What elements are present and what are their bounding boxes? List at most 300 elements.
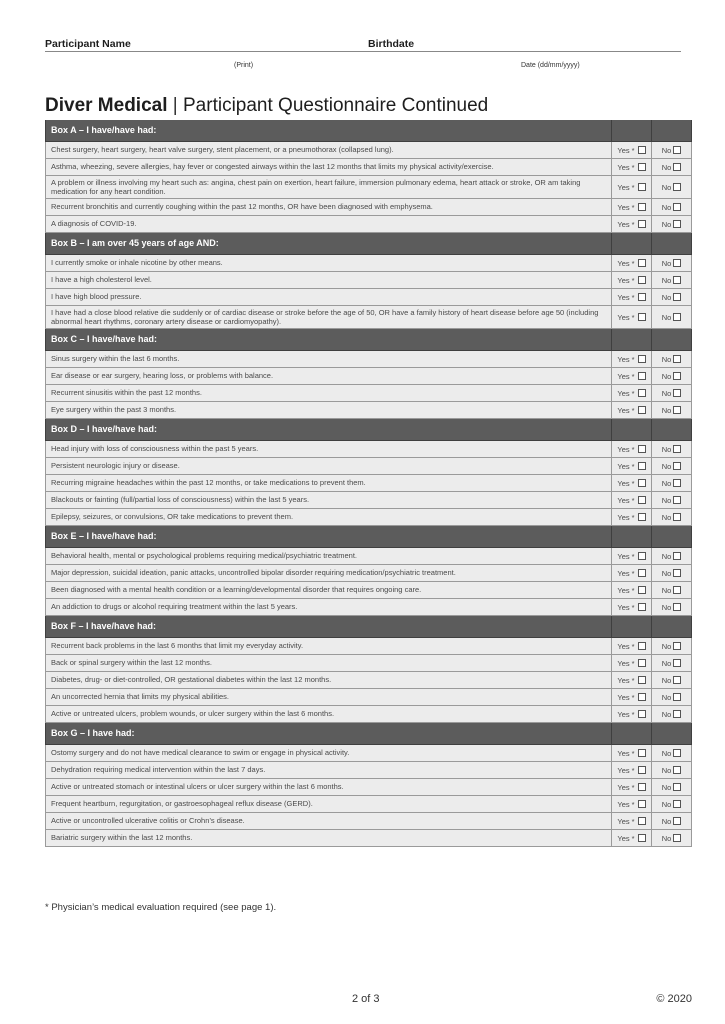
no-checkbox[interactable] <box>673 710 681 718</box>
yes-checkbox[interactable] <box>638 834 646 842</box>
no-checkbox[interactable] <box>673 817 681 825</box>
yes-option[interactable] <box>612 272 652 288</box>
no-option[interactable] <box>652 548 692 564</box>
yes-label: Yes <box>617 568 630 578</box>
no-label: No <box>661 512 672 522</box>
birthdate-label: Birthdate <box>368 38 415 50</box>
question-row <box>45 176 692 199</box>
question-row <box>45 458 692 475</box>
no-option[interactable] <box>652 706 692 722</box>
yes-option[interactable] <box>612 142 652 158</box>
no-option[interactable] <box>652 779 692 795</box>
box-header <box>45 526 692 548</box>
no-checkbox[interactable] <box>673 834 681 842</box>
yes-column-header <box>612 526 652 547</box>
yes-option[interactable] <box>612 706 652 722</box>
question-row <box>45 509 692 526</box>
physician-asterisk: * <box>631 816 635 826</box>
yes-label: Yes <box>617 354 630 364</box>
question-row <box>45 599 692 616</box>
yes-checkbox[interactable] <box>638 389 646 397</box>
question-text: Asthma, wheezing, severe allergies, hay fever or congested airways within the last 12 months that limits my physical activity/exercise. <box>45 159 612 175</box>
yes-checkbox[interactable] <box>638 445 646 453</box>
question-row <box>45 706 692 723</box>
physician-asterisk: * <box>631 495 635 505</box>
no-label: No <box>661 765 672 775</box>
participant-header <box>45 36 681 84</box>
yes-option[interactable] <box>612 655 652 671</box>
question-row <box>45 813 692 830</box>
yes-option[interactable] <box>612 830 652 846</box>
yes-option[interactable] <box>612 475 652 491</box>
yes-checkbox[interactable] <box>638 676 646 684</box>
yes-option[interactable] <box>612 582 652 598</box>
no-checkbox[interactable] <box>673 586 681 594</box>
yes-label: Yes <box>617 312 630 322</box>
question-row <box>45 762 692 779</box>
physician-asterisk: * <box>631 833 635 843</box>
no-option[interactable] <box>652 638 692 654</box>
title-rest: Participant Questionnaire Continued <box>183 95 489 116</box>
yes-option[interactable] <box>612 385 652 401</box>
physician-asterisk: * <box>631 219 635 229</box>
physician-asterisk: * <box>631 354 635 364</box>
yes-option[interactable] <box>612 638 652 654</box>
question-row <box>45 402 692 419</box>
question-row <box>45 582 692 599</box>
no-option[interactable] <box>652 830 692 846</box>
no-label: No <box>661 292 672 302</box>
no-checkbox[interactable] <box>673 220 681 228</box>
yes-checkbox[interactable] <box>638 817 646 825</box>
yes-option[interactable] <box>612 813 652 829</box>
no-label: No <box>661 675 672 685</box>
no-checkbox[interactable] <box>673 800 681 808</box>
yes-checkbox[interactable] <box>638 183 646 191</box>
yes-option[interactable] <box>612 216 652 232</box>
yes-option[interactable] <box>612 176 652 198</box>
no-column-header <box>652 233 692 254</box>
yes-label: Yes <box>617 371 630 381</box>
yes-option[interactable] <box>612 565 652 581</box>
yes-label: Yes <box>617 833 630 843</box>
yes-option[interactable] <box>612 509 652 525</box>
yes-label: Yes <box>617 444 630 454</box>
box-title: Box D – I have/have had: <box>45 419 612 440</box>
yes-label: Yes <box>617 692 630 702</box>
question-row <box>45 689 692 706</box>
no-checkbox[interactable] <box>673 355 681 363</box>
yes-option[interactable] <box>612 402 652 418</box>
box-title: Box F – I have/have had: <box>45 616 612 637</box>
question-row <box>45 492 692 509</box>
physician-asterisk: * <box>631 145 635 155</box>
no-label: No <box>661 182 672 192</box>
no-checkbox[interactable] <box>673 496 681 504</box>
no-option[interactable] <box>652 458 692 474</box>
no-option[interactable] <box>652 368 692 384</box>
no-option[interactable] <box>652 475 692 491</box>
question-text: Back or spinal surgery within the last 12 months. <box>45 655 612 671</box>
no-checkbox[interactable] <box>673 293 681 301</box>
question-text: Major depression, suicidal ideation, panic attacks, uncontrolled bipolar disorder requiring medication/psychiatric treatment. <box>45 565 612 581</box>
yes-checkbox[interactable] <box>638 569 646 577</box>
question-text: Dehydration requiring medical intervention within the last 7 days. <box>45 762 612 778</box>
no-label: No <box>661 275 672 285</box>
yes-label: Yes <box>617 388 630 398</box>
box-title: Box E – I have/have had: <box>45 526 612 547</box>
no-label: No <box>661 833 672 843</box>
box-header <box>45 120 692 142</box>
no-option[interactable] <box>652 142 692 158</box>
question-row <box>45 255 692 272</box>
no-column-header <box>652 526 692 547</box>
no-checkbox[interactable] <box>673 445 681 453</box>
physician-asterisk: * <box>631 658 635 668</box>
yes-checkbox[interactable] <box>638 462 646 470</box>
physician-asterisk: * <box>631 258 635 268</box>
question-text: Epilepsy, seizures, or convulsions, OR take medications to prevent them. <box>45 509 612 525</box>
physician-asterisk: * <box>631 202 635 212</box>
no-checkbox[interactable] <box>673 479 681 487</box>
yes-checkbox[interactable] <box>638 642 646 650</box>
question-text: Sinus surgery within the last 6 months. <box>45 351 612 367</box>
yes-column-header <box>612 419 652 440</box>
yes-column-header <box>612 329 652 350</box>
no-label: No <box>661 641 672 651</box>
no-checkbox[interactable] <box>673 462 681 470</box>
yes-checkbox[interactable] <box>638 693 646 701</box>
question-text: An addiction to drugs or alcohol requiring treatment within the last 5 years. <box>45 599 612 615</box>
no-label: No <box>661 461 672 471</box>
no-column-header <box>652 120 692 141</box>
question-text: Been diagnosed with a mental health condition or a learning/developmental disorder that requires ongoing care. <box>45 582 612 598</box>
no-label: No <box>661 145 672 155</box>
yes-checkbox[interactable] <box>638 313 646 321</box>
page-number: 2 of 3 <box>352 993 380 1005</box>
question-text: Active or untreated ulcers, problem wounds, or ulcer surgery within the last 6 months. <box>45 706 612 722</box>
no-option[interactable] <box>652 745 692 761</box>
no-label: No <box>661 585 672 595</box>
yes-checkbox[interactable] <box>638 603 646 611</box>
yes-option[interactable] <box>612 199 652 215</box>
yes-label: Yes <box>617 585 630 595</box>
yes-label: Yes <box>617 405 630 415</box>
yes-label: Yes <box>617 551 630 561</box>
question-row <box>45 159 692 176</box>
yes-checkbox[interactable] <box>638 710 646 718</box>
no-checkbox[interactable] <box>673 693 681 701</box>
no-column-header <box>652 616 692 637</box>
yes-label: Yes <box>617 658 630 668</box>
physician-asterisk: * <box>631 748 635 758</box>
no-column-header <box>652 329 692 350</box>
yes-label: Yes <box>617 799 630 809</box>
footnote: * Physician’s medical evaluation required (see page 1). <box>45 902 277 913</box>
no-checkbox[interactable] <box>673 389 681 397</box>
yes-checkbox[interactable] <box>638 766 646 774</box>
yes-checkbox[interactable] <box>638 552 646 560</box>
question-row <box>45 672 692 689</box>
yes-checkbox[interactable] <box>638 749 646 757</box>
yes-checkbox[interactable] <box>638 203 646 211</box>
question-text: Diabetes, drug- or diet-controlled, OR gestational diabetes within the last 12 months. <box>45 672 612 688</box>
no-option[interactable] <box>652 689 692 705</box>
no-label: No <box>661 602 672 612</box>
no-label: No <box>661 658 672 668</box>
yes-option[interactable] <box>612 159 652 175</box>
yes-checkbox[interactable] <box>638 355 646 363</box>
questionnaire-table <box>45 120 692 847</box>
yes-column-header <box>612 616 652 637</box>
yes-checkbox[interactable] <box>638 659 646 667</box>
box-header <box>45 616 692 638</box>
yes-label: Yes <box>617 145 630 155</box>
no-option[interactable] <box>652 796 692 812</box>
no-label: No <box>661 799 672 809</box>
yes-label: Yes <box>617 162 630 172</box>
no-checkbox[interactable] <box>673 749 681 757</box>
question-text: Recurring migraine headaches within the past 12 months, or take medications to prevent them. <box>45 475 612 491</box>
physician-asterisk: * <box>631 312 635 322</box>
no-option[interactable] <box>652 289 692 305</box>
question-text: I have a high cholesterol level. <box>45 272 612 288</box>
physician-asterisk: * <box>631 371 635 381</box>
no-label: No <box>661 258 672 268</box>
yes-option[interactable] <box>612 548 652 564</box>
yes-checkbox[interactable] <box>638 276 646 284</box>
box-title: Box C – I have/have had: <box>45 329 612 350</box>
no-label: No <box>661 568 672 578</box>
no-label: No <box>661 202 672 212</box>
yes-label: Yes <box>617 292 630 302</box>
box-header <box>45 233 692 255</box>
title-separator: | <box>172 95 178 116</box>
no-checkbox[interactable] <box>673 659 681 667</box>
no-checkbox[interactable] <box>673 163 681 171</box>
yes-option[interactable] <box>612 351 652 367</box>
no-column-header <box>652 723 692 744</box>
yes-checkbox[interactable] <box>638 372 646 380</box>
no-checkbox[interactable] <box>673 406 681 414</box>
no-checkbox[interactable] <box>673 676 681 684</box>
no-checkbox[interactable] <box>673 603 681 611</box>
physician-asterisk: * <box>631 568 635 578</box>
no-label: No <box>661 478 672 488</box>
question-text: A diagnosis of COVID-19. <box>45 216 612 232</box>
yes-label: Yes <box>617 202 630 212</box>
no-checkbox[interactable] <box>673 372 681 380</box>
question-row <box>45 142 692 159</box>
yes-checkbox[interactable] <box>638 496 646 504</box>
yes-checkbox[interactable] <box>638 293 646 301</box>
no-checkbox[interactable] <box>673 183 681 191</box>
page-title <box>45 95 488 117</box>
physician-asterisk: * <box>631 275 635 285</box>
physician-asterisk: * <box>631 551 635 561</box>
box-header <box>45 723 692 745</box>
physician-asterisk: * <box>631 182 635 192</box>
no-option[interactable] <box>652 199 692 215</box>
no-checkbox[interactable] <box>673 569 681 577</box>
yes-option[interactable] <box>612 672 652 688</box>
no-option[interactable] <box>652 599 692 615</box>
no-option[interactable] <box>652 351 692 367</box>
no-checkbox[interactable] <box>673 259 681 267</box>
question-row <box>45 385 692 402</box>
no-option[interactable] <box>652 565 692 581</box>
no-column-header <box>652 419 692 440</box>
no-option[interactable] <box>652 385 692 401</box>
no-label: No <box>661 162 672 172</box>
physician-asterisk: * <box>631 709 635 719</box>
no-label: No <box>661 551 672 561</box>
no-option[interactable] <box>652 272 692 288</box>
yes-option[interactable] <box>612 779 652 795</box>
yes-option[interactable] <box>612 599 652 615</box>
no-checkbox[interactable] <box>673 766 681 774</box>
physician-asterisk: * <box>631 765 635 775</box>
yes-checkbox[interactable] <box>638 406 646 414</box>
question-row <box>45 216 692 233</box>
no-label: No <box>661 388 672 398</box>
no-checkbox[interactable] <box>673 783 681 791</box>
question-text: Behavioral health, mental or psychological problems requiring medical/psychiatric treatment. <box>45 548 612 564</box>
yes-checkbox[interactable] <box>638 586 646 594</box>
no-option[interactable] <box>652 813 692 829</box>
no-label: No <box>661 312 672 322</box>
no-option[interactable] <box>652 216 692 232</box>
yes-option[interactable] <box>612 255 652 271</box>
question-text: A problem or illness involving my heart such as: angina, chest pain on exertion, heart failure, immersion pulmonary edema, heart attack or stroke, OR am taking medication for any heart condition. <box>45 176 612 198</box>
question-text: Eye surgery within the past 3 months. <box>45 402 612 418</box>
yes-option[interactable] <box>612 289 652 305</box>
yes-label: Yes <box>617 641 630 651</box>
yes-option[interactable] <box>612 745 652 761</box>
box-title: Box A – I have/have had: <box>45 120 612 141</box>
no-checkbox[interactable] <box>673 203 681 211</box>
question-row <box>45 289 692 306</box>
physician-asterisk: * <box>631 388 635 398</box>
question-row <box>45 272 692 289</box>
yes-checkbox[interactable] <box>638 800 646 808</box>
no-label: No <box>661 692 672 702</box>
yes-option[interactable] <box>612 762 652 778</box>
signature-line <box>45 51 681 52</box>
no-option[interactable] <box>652 441 692 457</box>
yes-label: Yes <box>617 675 630 685</box>
date-format-hint: Date (dd/mm/yyyy) <box>521 62 580 69</box>
question-text: I have had a close blood relative die suddenly or of cardiac disease or stroke before the age of 50, OR have a family history of heart disease before age 50 (including abnormal heart rhythms, coronary artery disease or cardiomyopathy). <box>45 306 612 328</box>
yes-checkbox[interactable] <box>638 146 646 154</box>
yes-label: Yes <box>617 182 630 192</box>
yes-label: Yes <box>617 512 630 522</box>
question-text: Ear disease or ear surgery, hearing loss, or problems with balance. <box>45 368 612 384</box>
no-option[interactable] <box>652 159 692 175</box>
question-row <box>45 441 692 458</box>
box-title: Box G – I have had: <box>45 723 612 744</box>
question-row <box>45 745 692 762</box>
physician-asterisk: * <box>631 602 635 612</box>
yes-label: Yes <box>617 275 630 285</box>
no-option[interactable] <box>652 509 692 525</box>
no-checkbox[interactable] <box>673 146 681 154</box>
no-label: No <box>661 816 672 826</box>
no-checkbox[interactable] <box>673 313 681 321</box>
no-option[interactable] <box>652 306 692 328</box>
question-text: I have high blood pressure. <box>45 289 612 305</box>
no-option[interactable] <box>652 402 692 418</box>
no-option[interactable] <box>652 582 692 598</box>
print-hint: (Print) <box>234 62 254 69</box>
yes-option[interactable] <box>612 689 652 705</box>
physician-asterisk: * <box>631 461 635 471</box>
yes-label: Yes <box>617 816 630 826</box>
physician-asterisk: * <box>631 692 635 702</box>
no-checkbox[interactable] <box>673 513 681 521</box>
yes-option[interactable] <box>612 492 652 508</box>
no-checkbox[interactable] <box>673 552 681 560</box>
no-option[interactable] <box>652 492 692 508</box>
no-checkbox[interactable] <box>673 276 681 284</box>
yes-option[interactable] <box>612 458 652 474</box>
no-option[interactable] <box>652 655 692 671</box>
yes-checkbox[interactable] <box>638 783 646 791</box>
no-option[interactable] <box>652 762 692 778</box>
yes-column-header <box>612 233 652 254</box>
yes-checkbox[interactable] <box>638 163 646 171</box>
yes-checkbox[interactable] <box>638 220 646 228</box>
physician-asterisk: * <box>631 512 635 522</box>
question-row <box>45 638 692 655</box>
yes-label: Yes <box>617 461 630 471</box>
question-text: Blackouts or fainting (full/partial loss of consciousness) within the last 5 years. <box>45 492 612 508</box>
physician-asterisk: * <box>631 478 635 488</box>
question-text: Persistent neurologic injury or disease. <box>45 458 612 474</box>
physician-asterisk: * <box>631 782 635 792</box>
question-row <box>45 565 692 582</box>
question-text: Active or untreated stomach or intestinal ulcers or ulcer surgery within the last 6 months. <box>45 779 612 795</box>
no-option[interactable] <box>652 176 692 198</box>
participant-name-label: Participant Name <box>45 38 131 50</box>
question-text: Recurrent back problems in the last 6 months that limit my everyday activity. <box>45 638 612 654</box>
yes-label: Yes <box>617 258 630 268</box>
physician-asterisk: * <box>631 641 635 651</box>
question-row <box>45 796 692 813</box>
yes-option[interactable] <box>612 796 652 812</box>
box-header <box>45 419 692 441</box>
yes-option[interactable] <box>612 368 652 384</box>
no-option[interactable] <box>652 672 692 688</box>
question-row <box>45 830 692 847</box>
no-checkbox[interactable] <box>673 642 681 650</box>
physician-asterisk: * <box>631 585 635 595</box>
yes-option[interactable] <box>612 441 652 457</box>
question-text: Recurrent sinusitis within the past 12 months. <box>45 385 612 401</box>
no-label: No <box>661 405 672 415</box>
question-text: Frequent heartburn, regurgitation, or gastroesophageal reflux disease (GERD). <box>45 796 612 812</box>
no-label: No <box>661 371 672 381</box>
yes-checkbox[interactable] <box>638 513 646 521</box>
no-option[interactable] <box>652 255 692 271</box>
yes-checkbox[interactable] <box>638 259 646 267</box>
question-row <box>45 368 692 385</box>
question-text: Bariatric surgery within the last 12 months. <box>45 830 612 846</box>
yes-checkbox[interactable] <box>638 479 646 487</box>
question-text: Ostomy surgery and do not have medical clearance to swim or engage in physical activity. <box>45 745 612 761</box>
question-row <box>45 306 692 329</box>
yes-option[interactable] <box>612 306 652 328</box>
